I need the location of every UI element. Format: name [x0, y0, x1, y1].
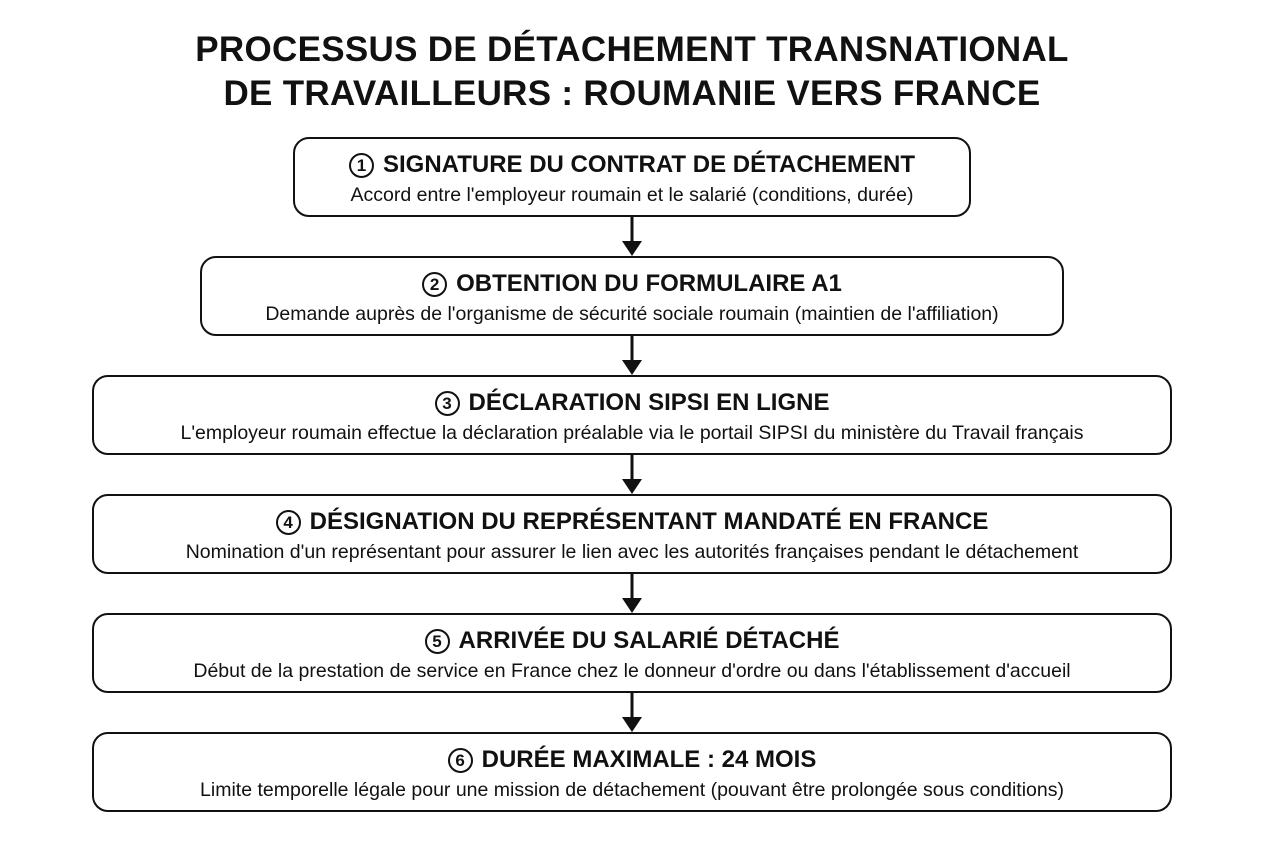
step-4-title: DÉSIGNATION DU REPRÉSENTANT MANDATÉ EN FRANCE [309, 508, 989, 535]
step-1-description: Accord entre l'employeur roumain et le salarié (conditions, durée) [350, 184, 914, 206]
arrow-down-icon [620, 574, 644, 614]
step-4-description: Nomination d'un représentant pour assurer le lien avec les autorités françaises pendant le détachement [185, 541, 1079, 563]
step-5-title: ARRIVÉE DU SALARIÉ DÉTACHÉ [458, 627, 840, 654]
diagram-title [0, 28, 1264, 116]
step-5-description: Début de la prestation de service en France chez le donneur d'ordre ou dans l'établissement d'accueil [193, 660, 1071, 682]
arrow-down-icon [620, 336, 644, 376]
step-5-header [94, 625, 1170, 657]
step-3-title: DÉCLARATION SIPSI EN LIGNE [468, 389, 830, 416]
arrow-down-icon [620, 693, 644, 733]
step-6-description: Limite temporelle légale pour une mission de détachement (pouvant être prolongée sous conditions) [200, 779, 1064, 801]
step-5-box [92, 613, 1172, 693]
step-6-number-circle: 6 [448, 748, 473, 773]
step-1-box [293, 137, 971, 217]
arrow-down-icon [620, 455, 644, 495]
step-5-number-circle: 5 [425, 629, 450, 654]
step-2-description: Demande auprès de l'organisme de sécurité sociale roumain (maintien de l'affiliation) [265, 303, 999, 325]
step-6-header [94, 744, 1170, 776]
step-3-header [94, 387, 1170, 419]
step-2-title: OBTENTION DU FORMULAIRE A1 [456, 270, 842, 297]
diagram-title-line-1: PROCESSUS DE DÉTACHEMENT TRANSNATIONAL [195, 30, 1069, 69]
step-2-number-circle: 2 [422, 272, 447, 297]
step-4-box [92, 494, 1172, 574]
step-6-box [92, 732, 1172, 812]
step-1-header [295, 149, 969, 181]
step-4-header [94, 506, 1170, 538]
arrow-down-icon [620, 217, 644, 257]
step-3-box [92, 375, 1172, 455]
step-3-description: L'employeur roumain effectue la déclaration préalable via le portail SIPSI du ministère du Travail français [180, 422, 1084, 444]
step-6-title: DURÉE MAXIMALE : 24 MOIS [481, 746, 817, 773]
step-1-number-circle: 1 [349, 153, 374, 178]
step-2-box [200, 256, 1064, 336]
diagram-title-line-2: DE TRAVAILLEURS : ROUMANIE VERS FRANCE [223, 74, 1041, 113]
step-1-title: SIGNATURE DU CONTRAT DE DÉTACHEMENT [383, 151, 915, 178]
step-2-header [202, 268, 1062, 300]
step-3-number-circle: 3 [435, 391, 460, 416]
step-4-number-circle: 4 [276, 510, 301, 535]
